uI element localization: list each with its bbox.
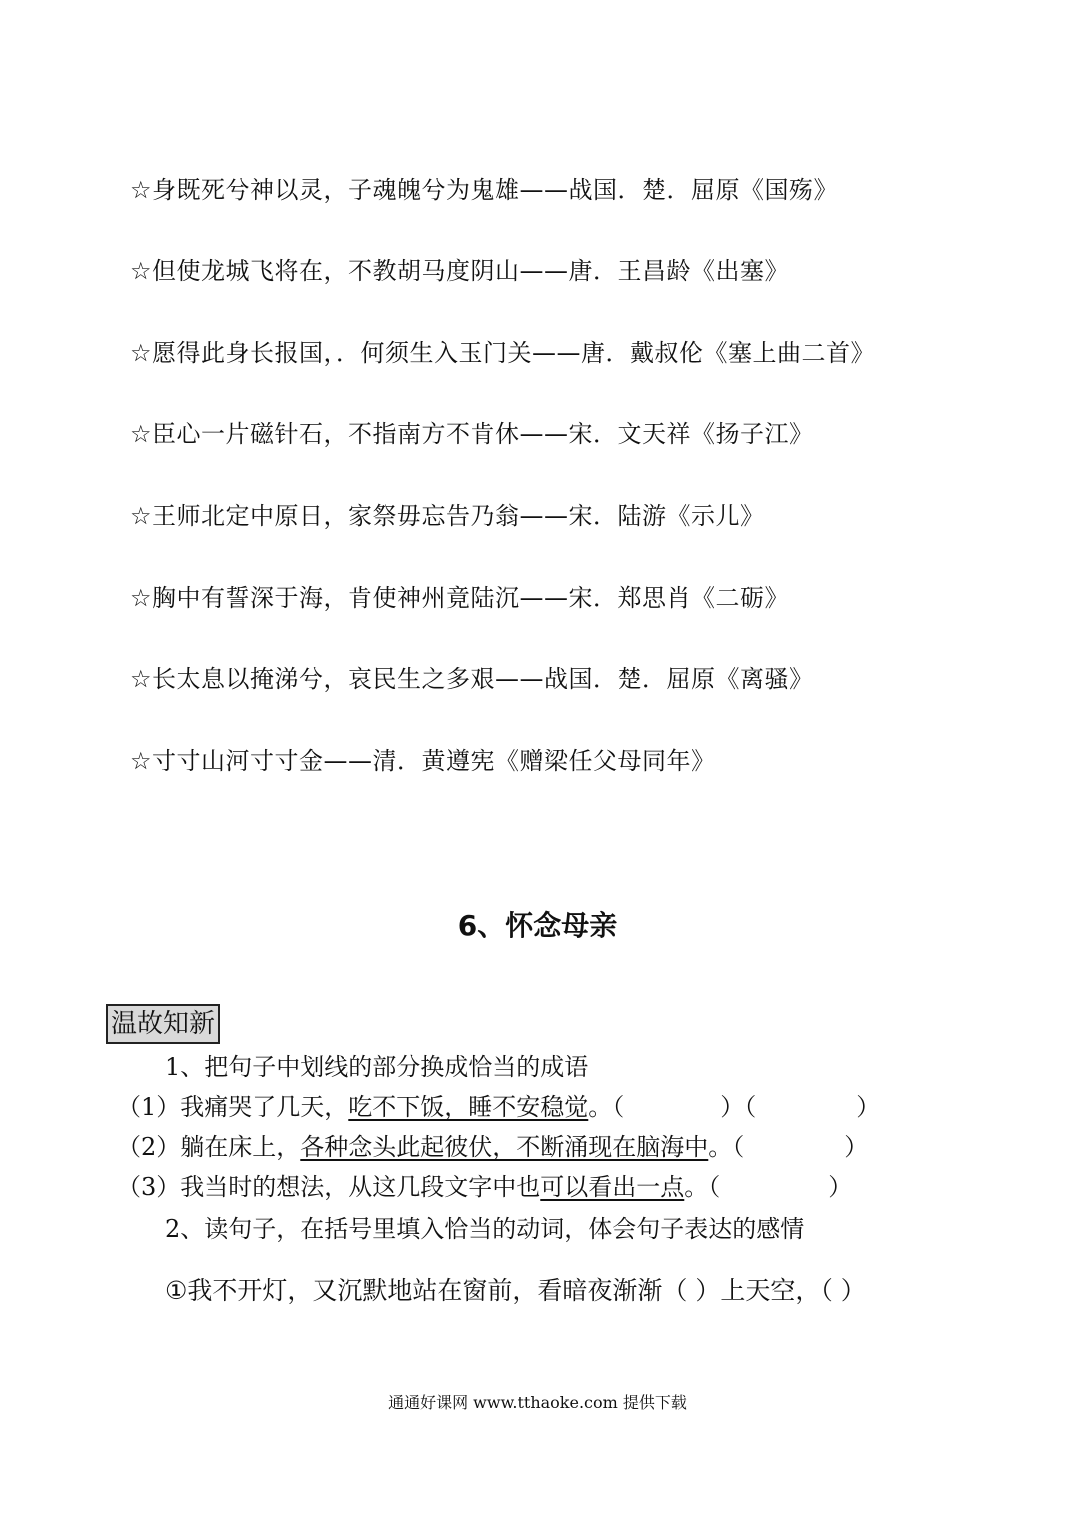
poem-line: ☆寸寸山河寸寸金——清．黄遵宪《赠梁任父母同年》 <box>130 747 716 775</box>
underlined-phrase: 可以看出一点 <box>540 1173 685 1201</box>
item-number: （3） <box>117 1173 181 1201</box>
question-1-item-1 <box>117 1090 880 1124</box>
question-2-prompt: 2、读句子，在括号里填入恰当的动词，体会句子表达的感情 <box>165 1215 805 1243</box>
poem-line: ☆愿得此身长报国，．何须生入玉门关——唐．戴叔伦《塞上曲二首》 <box>130 339 876 367</box>
underlined-phrase: 吃不下饭，睡不安稳觉 <box>348 1093 589 1121</box>
question-1-item-3 <box>117 1170 852 1204</box>
answer-open: 。（ <box>708 1133 745 1161</box>
answer-close: ） <box>844 1133 869 1161</box>
answer-close: ） <box>856 1093 881 1121</box>
page-footer: 通通好课网 www.tthaoke.com 提供下载 <box>388 1393 687 1412</box>
answer-open: 。（ <box>684 1173 721 1201</box>
item-number: （1） <box>117 1093 181 1121</box>
item-text: 我痛哭了几天， <box>180 1093 349 1121</box>
item-text: 躺在床上， <box>180 1133 301 1161</box>
answer-mid: ）（ <box>720 1093 757 1121</box>
poem-line: ☆身既死兮神以灵，子魂魄兮为鬼雄——战国．楚．屈原《国殇》 <box>130 176 839 204</box>
item-number: （2） <box>117 1133 181 1161</box>
poem-line: ☆长太息以掩涕兮，哀民生之多艰——战国．楚．屈原《离骚》 <box>130 665 814 693</box>
question-1-prompt: 1、把句子中划线的部分换成恰当的成语 <box>165 1053 589 1081</box>
question-1-item-2 <box>117 1130 868 1164</box>
answer-close: ） <box>828 1173 853 1201</box>
lesson-title: 6、怀念母亲 <box>457 909 618 942</box>
underlined-phrase: 各种念头此起彼伏，不断涌现在脑海中 <box>300 1133 709 1161</box>
section-label: 温故知新 <box>106 1004 220 1044</box>
poem-line: ☆臣心一片磁针石，不指南方不肯休——宋．文天祥《扬子江》 <box>130 420 814 448</box>
question-2-sentence-1: ①我不开灯，又沉默地站在窗前，看暗夜渐渐（ ）上天空，（ ） <box>165 1276 866 1305</box>
poem-line: ☆胸中有誓深于海，肯使神州竟陆沉——宋．郑思肖《二砺》 <box>130 584 790 612</box>
answer-open: 。（ <box>588 1093 625 1121</box>
item-text: 我当时的想法，从这几段文字中也 <box>180 1173 541 1201</box>
poem-line: ☆王师北定中原日，家祭毋忘告乃翁——宋．陆游《示儿》 <box>130 502 765 530</box>
poem-line: ☆但使龙城飞将在，不教胡马度阴山——唐．王昌龄《出塞》 <box>130 257 790 285</box>
